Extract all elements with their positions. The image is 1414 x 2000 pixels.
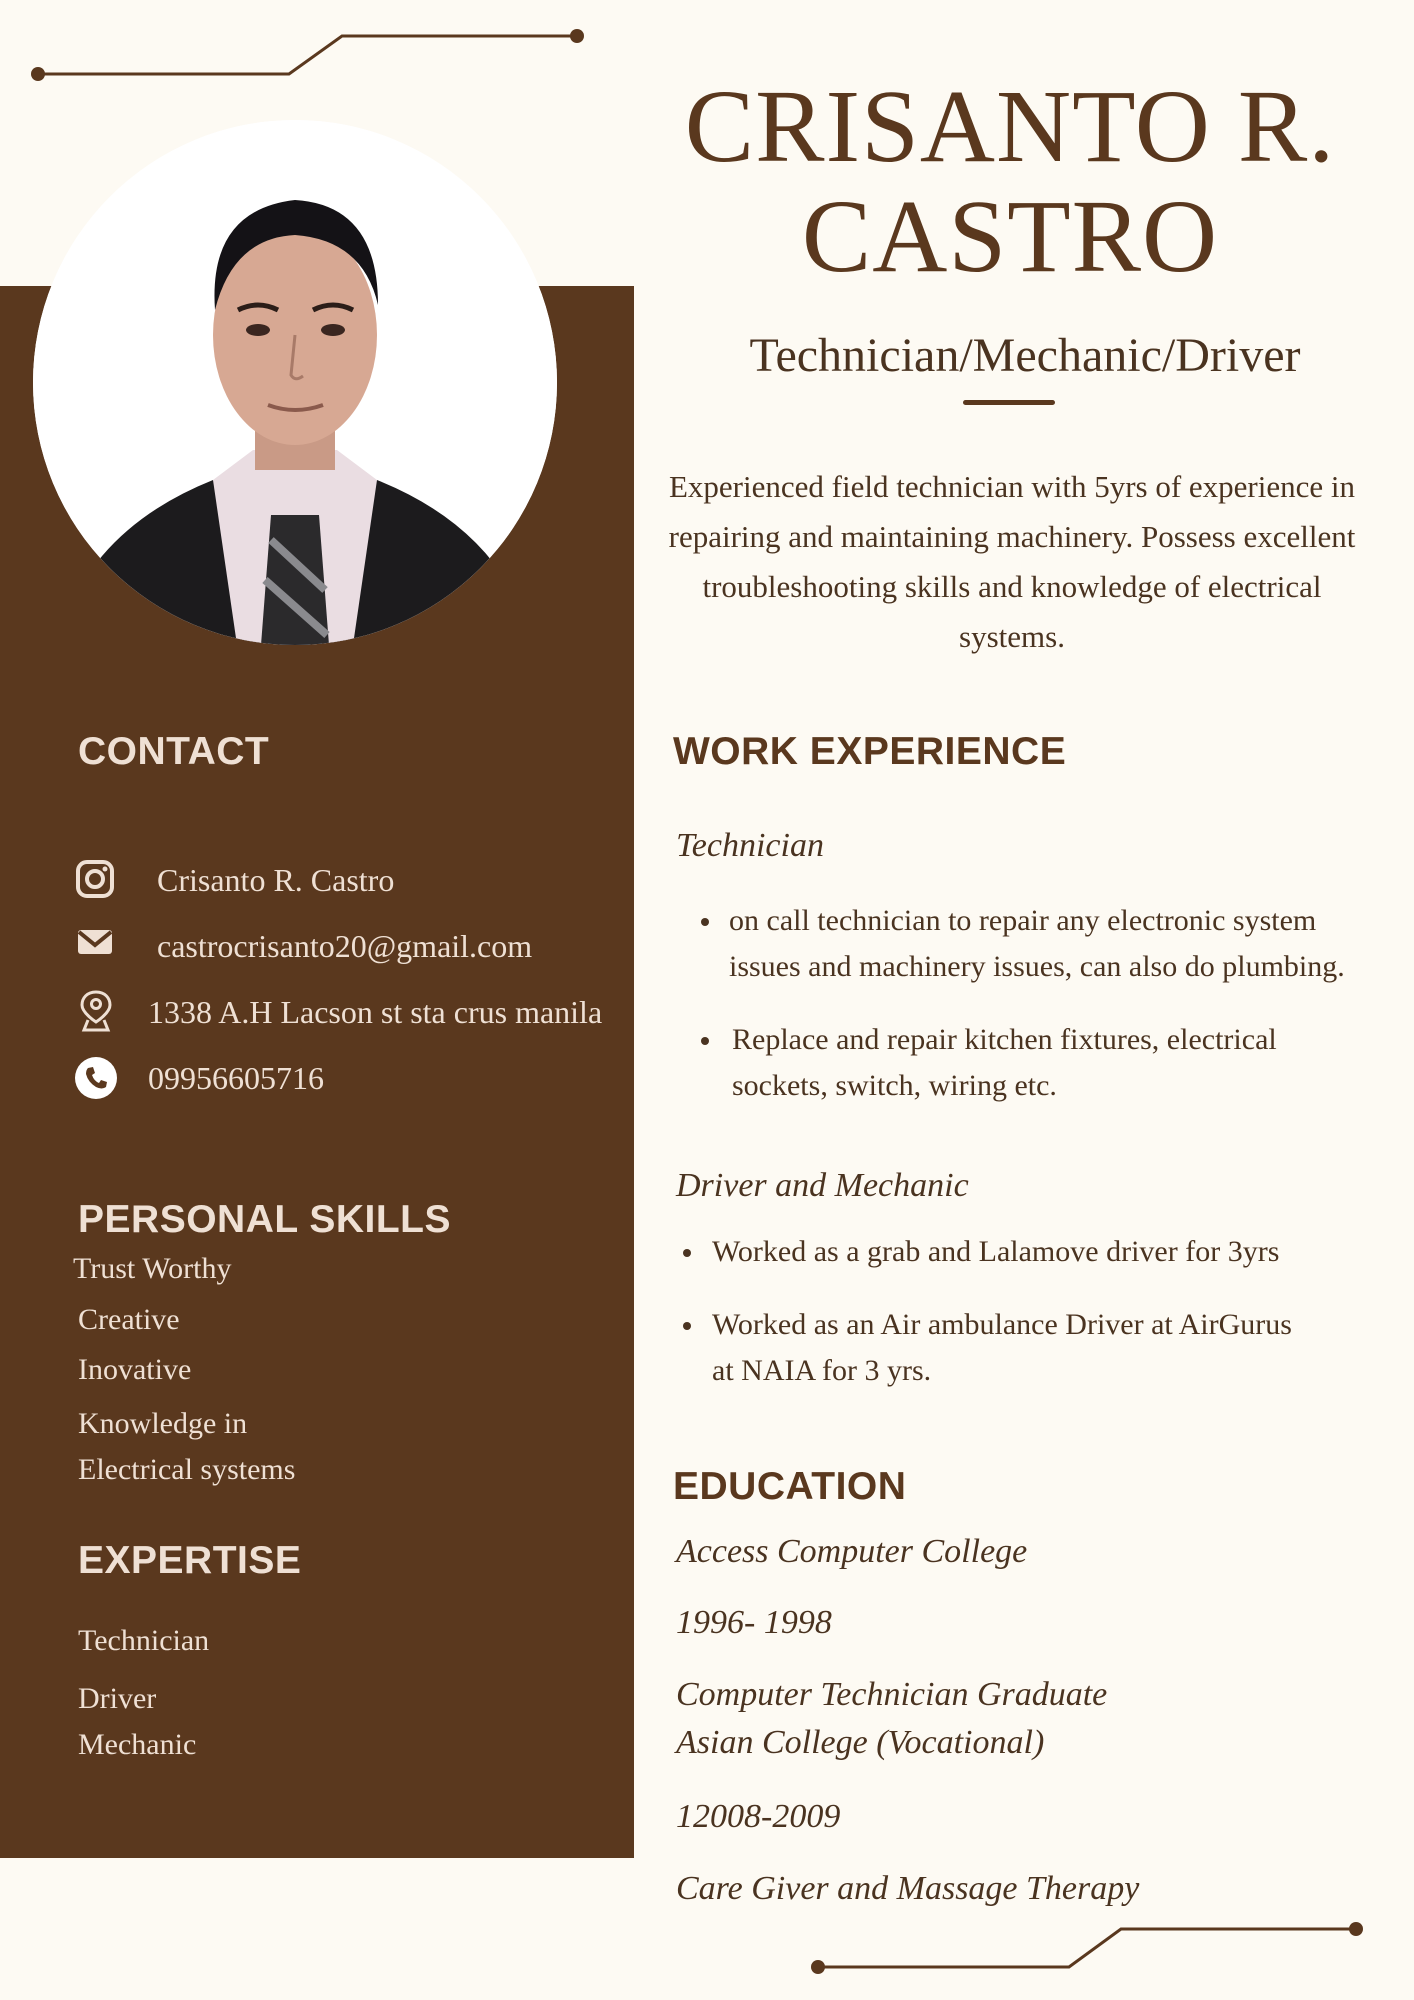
skill-item: Electrical systems <box>78 1453 296 1486</box>
bullet-line: sockets, switch, wiring etc. <box>732 1069 1057 1102</box>
job-bullet <box>712 1302 1292 1394</box>
contact-email-text: castrocrisanto20@gmail.com <box>157 928 533 964</box>
bullet-line: Replace and repair kitchen fixtures, electrical <box>732 1023 1277 1056</box>
education-entry: Asian College (Vocational) <box>676 1724 1045 1761</box>
bullet-dot <box>701 918 709 926</box>
skill-item: Trust Worthy <box>73 1252 232 1285</box>
education-entry: 12008-2009 <box>676 1798 841 1835</box>
job-bullet <box>712 1229 1279 1275</box>
contact-item-phone[interactable] <box>74 1056 634 1104</box>
education-entry: Care Giver and Massage Therapy <box>676 1870 1140 1907</box>
bullet-dot <box>683 1249 691 1257</box>
bullet-line: Worked as an Air ambulance Driver at AirGurus <box>712 1308 1292 1341</box>
bullet-line: on call technician to repair any electronic system <box>729 904 1317 937</box>
expertise-heading: EXPERTISE <box>78 1539 302 1582</box>
name-line-1: CRISANTO R. <box>684 69 1336 184</box>
profile-summary: Experienced field technician with 5yrs of experience in repairing and maintaining machinery. Possess excellent troubleshooting skills and knowledge of electrical systems. <box>668 469 1356 654</box>
skill-item: Knowledge in <box>78 1407 248 1440</box>
bottom-decoration-line <box>818 1929 1356 1967</box>
bullet-dot <box>683 1322 691 1330</box>
education-entry: 1996- 1998 <box>676 1604 832 1641</box>
portrait-illustration <box>33 120 557 645</box>
job-bullet <box>729 898 1345 990</box>
bullet-line: Worked as a grab and Lalamove driver for 3yrs <box>712 1235 1280 1268</box>
job-title: Technician/Mechanic/Driver <box>749 329 1301 382</box>
work-experience-heading: WORK EXPERIENCE <box>673 730 1067 773</box>
job-bullet <box>732 1017 1277 1109</box>
expertise-item: Mechanic <box>78 1728 197 1761</box>
contact-heading: CONTACT <box>78 730 270 773</box>
phone-icon <box>74 1056 118 1100</box>
location-pin-icon <box>74 986 118 1034</box>
instagram-icon <box>74 858 118 902</box>
expertise-item: Driver <box>78 1682 157 1715</box>
job-title-driver-mechanic: Driver and Mechanic <box>676 1167 969 1204</box>
email-icon <box>74 924 118 968</box>
contact-item-email[interactable] <box>74 924 634 972</box>
job-title-technician: Technician <box>676 827 824 864</box>
contact-instagram-text: Crisanto R. Castro <box>157 862 395 898</box>
skill-item: Creative <box>78 1303 180 1336</box>
contact-phone-text: 09956605716 <box>148 1060 324 1096</box>
education-heading: EDUCATION <box>673 1465 907 1508</box>
personal-skills-heading: PERSONAL SKILLS <box>78 1198 451 1241</box>
education-entry: Computer Technician Graduate <box>676 1676 1108 1713</box>
profile-photo <box>33 120 557 645</box>
bullet-dot <box>701 1037 709 1045</box>
name-line-2: CASTRO <box>801 179 1219 294</box>
contact-item-address[interactable] <box>74 990 634 1038</box>
contact-item-instagram[interactable] <box>74 858 634 906</box>
bullet-line: issues and machinery issues, can also do plumbing. <box>729 950 1345 983</box>
title-underline <box>963 400 1055 405</box>
education-entry: Access Computer College <box>676 1533 1028 1570</box>
bullet-line: at NAIA for 3 yrs. <box>712 1354 932 1387</box>
skill-item: Inovative <box>78 1353 192 1386</box>
expertise-item: Technician <box>78 1624 210 1657</box>
contact-address-text: 1338 A.H Lacson st sta crus manila <box>148 994 603 1030</box>
